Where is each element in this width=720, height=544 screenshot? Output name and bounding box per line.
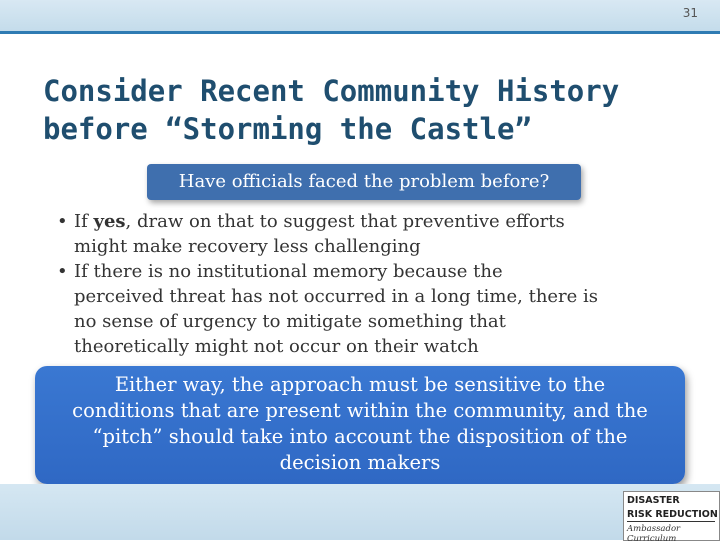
- bullet-text: If: [74, 211, 94, 232]
- bullet-line: no sense of urgency to mitigate something that: [74, 311, 506, 332]
- drr-logo: [623, 491, 720, 544]
- bullet-item: [57, 259, 697, 359]
- subtitle-box: [147, 164, 581, 200]
- logo-line-3: Ambassador Curriculum: [627, 524, 681, 544]
- callout-line: “pitch” should take into account the disposition of the: [92, 425, 628, 448]
- bullet-line: might make recovery less challenging: [74, 236, 421, 257]
- title-line-2: before “Storming the Castle”: [43, 112, 532, 146]
- top-banner: [0, 0, 720, 31]
- bullet-bold-text: yes: [93, 211, 126, 232]
- logo-line-1: DISASTER: [627, 495, 680, 506]
- title-line-1: Consider Recent Community History: [43, 74, 620, 108]
- callout-line: Either way, the approach must be sensitive to the: [114, 373, 606, 396]
- callout-line: conditions that are present within the community, and the: [72, 399, 648, 422]
- slide-title: [43, 72, 683, 148]
- callout-text: [45, 372, 675, 476]
- slide-number: 31: [682, 6, 698, 20]
- bullet-dot: •: [57, 211, 68, 232]
- logo-line-2: RISK REDUCTION: [627, 509, 718, 520]
- bullet-text: , draw on that to suggest that preventive efforts: [125, 211, 565, 232]
- bullet-item: [57, 209, 697, 259]
- bullet-line: If there is no institutional memory because the: [74, 261, 503, 282]
- bullet-line: theoretically might not occur on their watch: [74, 336, 479, 357]
- bottom-banner: [0, 484, 720, 540]
- bullet-dot: •: [57, 261, 68, 282]
- bullet-list: [57, 209, 697, 359]
- subtitle-text: Have officials faced the problem before?: [178, 171, 550, 192]
- callout-box: [35, 366, 685, 484]
- logo-divider: [627, 521, 715, 522]
- top-accent-line: [0, 31, 720, 34]
- callout-line: decision makers: [279, 451, 441, 474]
- bullet-line: [74, 209, 697, 234]
- bullet-line: perceived threat has not occurred in a long time, there is: [74, 286, 599, 307]
